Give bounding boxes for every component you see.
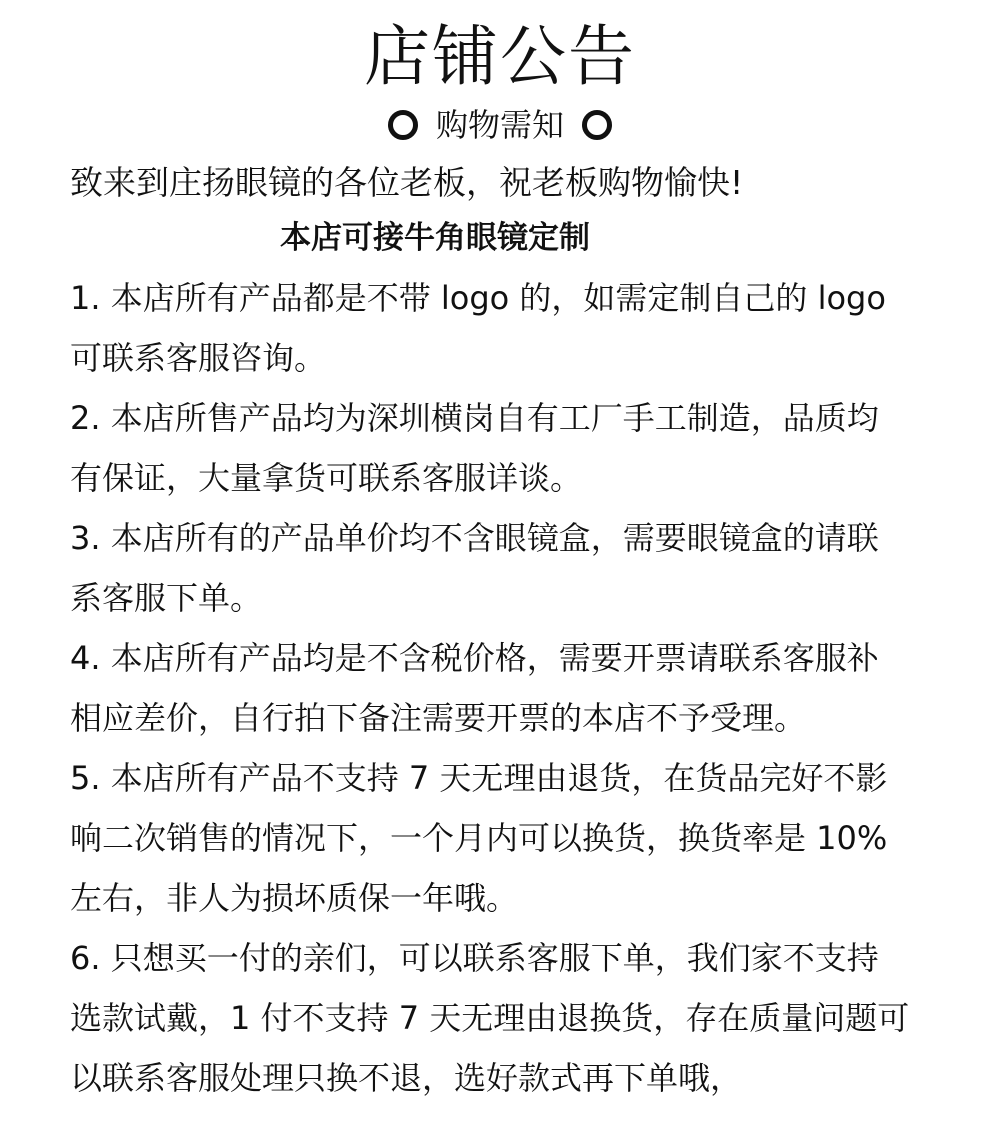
- notice-line: 左右，非人为损坏质保一年哦。: [70, 879, 519, 917]
- notice-line: 相应差价，自行拍下备注需要开票的本店不予受理。: [70, 699, 807, 737]
- custom-order-heading: 本店可接牛角眼镜定制: [280, 220, 590, 256]
- notice-line: 响二次销售的情况下，一个月内可以换货，换货率是 10%: [70, 819, 888, 857]
- notice-line: 系客服下单。: [70, 579, 263, 617]
- notice-line: 选款试戴，1 付不支持 7 天无理由退换货，存在质量问题可: [70, 999, 910, 1037]
- subtitle-row: [0, 100, 1000, 150]
- notice-line: 3. 本店所有的产品单价均不含眼镜盒，需要眼镜盒的请联: [70, 519, 879, 557]
- notice-line: 可联系客服咨询。: [70, 339, 327, 377]
- page-title: 店铺公告: [364, 18, 636, 95]
- notice-line: 有保证，大量拿货可联系客服详谈。: [70, 459, 583, 497]
- notice-line: 6. 只想买一付的亲们，可以联系客服下单，我们家不支持: [70, 939, 879, 977]
- notice-list: [70, 268, 950, 1108]
- notice-line: 5. 本店所有产品不支持 7 天无理由退货，在货品完好不影: [70, 759, 888, 797]
- subtitle: 购物需知: [435, 106, 564, 144]
- ring-icon: [388, 110, 418, 140]
- notice-line: 以联系客服处理只换不退，选好款式再下单哦，: [70, 1059, 743, 1097]
- notice-line: 1. 本店所有产品都是不带 logo 的，如需定制自己的 logo: [70, 279, 886, 317]
- notice-line: 4. 本店所有产品均是不含税价格，需要开票请联系客服补: [70, 639, 879, 677]
- ring-icon: [582, 110, 612, 140]
- greeting-text: 致来到庄扬眼镜的各位老板，祝老板购物愉快!: [70, 163, 744, 202]
- notice-line: 2. 本店所售产品均为深圳横岗自有工厂手工制造，品质均: [70, 399, 879, 437]
